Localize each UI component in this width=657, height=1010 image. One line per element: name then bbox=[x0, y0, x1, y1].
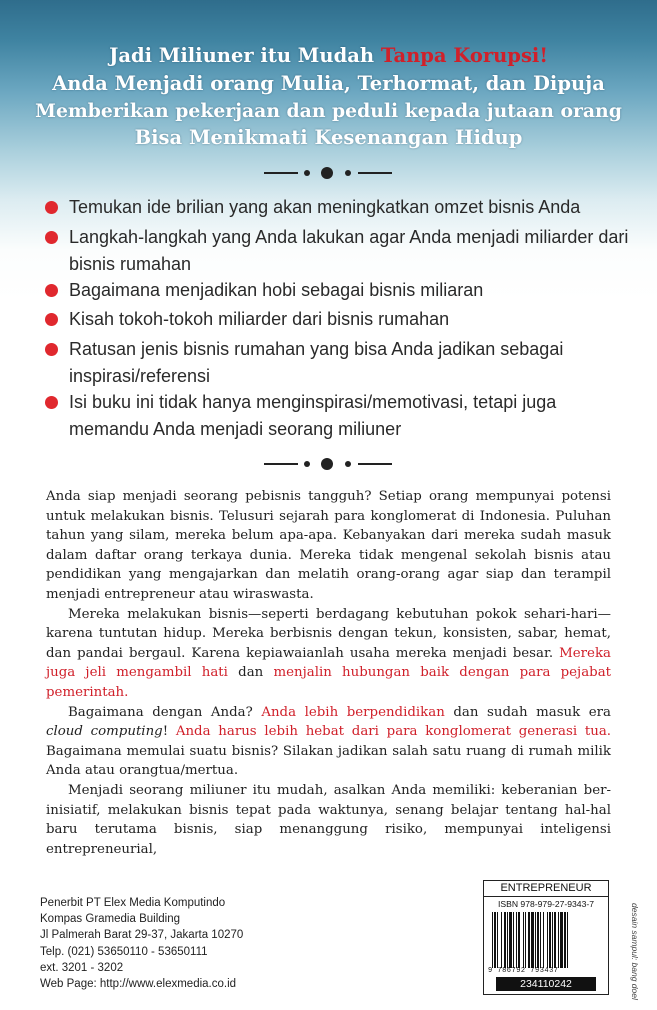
barcode-bar bbox=[509, 912, 512, 968]
publisher-building: Kompas Gramedia Building bbox=[40, 913, 180, 926]
barcode-bar bbox=[518, 912, 520, 968]
barcode-bar bbox=[528, 912, 530, 968]
bullet-dot-icon bbox=[45, 313, 58, 326]
barcode-bar bbox=[492, 912, 493, 968]
barcode-bar bbox=[537, 912, 539, 968]
bullet-dot-icon bbox=[45, 284, 58, 297]
barcode-bar bbox=[552, 912, 553, 968]
paragraph-2: Mereka melakukan bisnis—seperti berdagang kebutuhan pokok sehari-hari—karena tuntutan hidup. Mereka berbisnis dengan tekun, konsisten, sabar, hemat, dan pandai bergaul. Karena kepiawaianlah usaha mereka menjadi besar. Mereka juga jeli mengambil hati dan menjalin hubungan baik dengan para pejabat pemerintah. bbox=[46, 606, 612, 700]
barcode-digits: 9 786792 793437 bbox=[488, 967, 559, 975]
body-text bbox=[46, 487, 611, 859]
barcode-bar bbox=[531, 912, 534, 968]
barcode-bar bbox=[543, 912, 544, 968]
barcode-bar bbox=[558, 912, 559, 968]
list-item: Temukan ide brilian yang akan meningkatkan omzet bisnis Anda bbox=[69, 194, 629, 221]
bullet-dot-icon bbox=[45, 343, 58, 356]
list-item: Ratusan jenis bisnis rumahan yang bisa Anda jadikan sebagai inspirasi/referensi bbox=[69, 336, 629, 390]
barcode-bar bbox=[540, 912, 541, 968]
publisher-ext: ext. 3201 - 3202 bbox=[40, 961, 124, 974]
list-item: Isi buku ini tidak hanya menginspirasi/memotivasi, tetapi juga memandu Anda menjadi seorang miliuner bbox=[69, 389, 629, 443]
headline-red-text: Tanpa Korupsi! bbox=[380, 44, 548, 67]
headline-line-2: Anda Menjadi orang Mulia, Terhormat, dan Dipuja bbox=[52, 72, 605, 95]
barcode-bar bbox=[560, 912, 563, 968]
paragraph-1: Anda siap menjadi seorang pebisnis tangguh? Setiap orang mempunyai potensi untuk melakukan bisnis. Telusuri sejarah para konglomerat di Indonesia. Puluhan tahun yang silam, mereka belum apa-apa. Kebanyakan dari mereka sudah masuk dalam daftar orang terkaya dunia. Mereka tidak mengenal sekolah bisnis atau pendidikan yang mengajarkan dan melatih orang-orang agar siap dan terampil menjadi entrepreneur atau wiraswasta. bbox=[46, 489, 611, 602]
barcode-bar bbox=[494, 912, 496, 968]
barcode-bars bbox=[491, 912, 601, 968]
barcode-box bbox=[483, 880, 609, 995]
barcode-bar bbox=[504, 912, 506, 968]
barcode-bar bbox=[547, 912, 548, 968]
publisher-info bbox=[40, 895, 243, 992]
isbn: ISBN 978-979-27-9343-7 bbox=[497, 899, 595, 909]
publisher-name: Penerbit PT Elex Media Komputindo bbox=[40, 897, 226, 909]
publisher-phone: Telp. (021) 53650110 - 53650111 bbox=[40, 945, 208, 958]
list-item: Bagaimana menjadikan hobi sebagai bisnis miliaran bbox=[69, 277, 629, 304]
barcode-bar bbox=[567, 912, 568, 968]
publisher-web: Web Page: http://www.elexmedia.co.id bbox=[40, 978, 237, 991]
headline-line-4: Bisa Menikmati Kesenangan Hidup bbox=[134, 126, 523, 149]
ornament-divider-bottom bbox=[0, 457, 657, 471]
barcode-bar bbox=[501, 912, 502, 968]
barcode-bar bbox=[513, 912, 514, 968]
bullet-dot-icon bbox=[45, 396, 58, 409]
bullet-dot-icon bbox=[45, 201, 58, 214]
paragraph-4: Menjadi seorang miliuner itu mudah, asalkan Anda memiliki: keberanian ber-inisiatif, melakukan bisnis tepat pada waktunya, senang belajar tentang hal-hal baru terutama bisnis, siap menanggung risiko, mempunyai inteligensi entrepreneurial, bbox=[46, 782, 611, 857]
headline-line-1: Jadi Miliuner itu Mudah Tanpa Korupsi! bbox=[109, 44, 548, 67]
ornament-divider-top bbox=[0, 166, 657, 180]
headline-line-3: Memberikan pekerjaan dan peduli kepada jutaan orang bbox=[35, 100, 622, 122]
barcode-bar bbox=[525, 912, 526, 968]
barcode-bar bbox=[535, 912, 536, 968]
barcode-bar bbox=[516, 912, 517, 968]
barcode-bar bbox=[523, 912, 524, 968]
cover-design-credit: desain sampul: bang doel bbox=[630, 903, 640, 1000]
publisher-address: Jl Palmerah Barat 29-37, Jakarta 10270 bbox=[40, 929, 244, 942]
list-item: Langkah-langkah yang Anda lakukan agar Anda menjadi miliarder dari bisnis rumahan bbox=[69, 224, 629, 278]
barcode-bar bbox=[497, 912, 498, 968]
paragraph-3: Bagaimana dengan Anda? Anda lebih berpendidikan dan sudah masuk era cloud computing! Anda harus lebih hebat dari para konglomerat generasi tua. Bagaimana memulai suatu bisnis? Silakan jadikan salah satu ruang di rumah milik Anda atau orangtua/mertua. bbox=[46, 704, 612, 779]
barcode-bar bbox=[549, 912, 551, 968]
list-item: Kisah tokoh-tokoh miliarder dari bisnis rumahan bbox=[69, 306, 629, 333]
barcode-bar bbox=[507, 912, 508, 968]
barcode-bar bbox=[554, 912, 556, 968]
book-category: ENTREPRENEUR bbox=[500, 882, 592, 894]
barcode-bar bbox=[564, 912, 566, 968]
product-code: 234110242 bbox=[496, 977, 596, 991]
bullet-dot-icon bbox=[45, 231, 58, 244]
